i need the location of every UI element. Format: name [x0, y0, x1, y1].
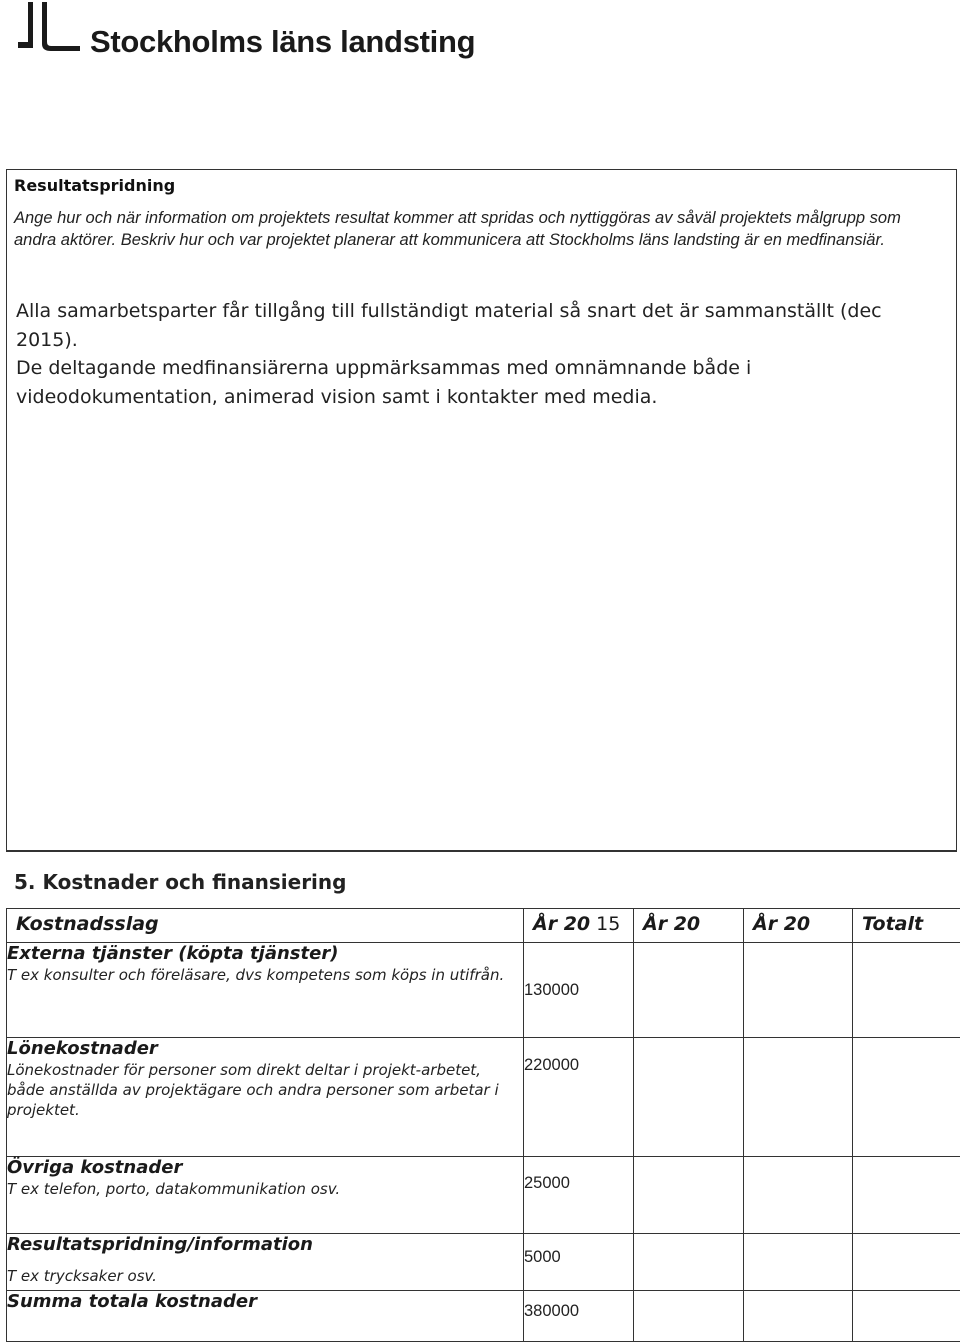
total-cell[interactable]: [853, 943, 960, 1038]
row-title: Lönekostnader: [7, 1038, 523, 1060]
year1-suffix: 15: [590, 913, 620, 935]
col-header-category: Kostnadsslag: [7, 909, 524, 943]
row-title: Övriga kostnader: [7, 1157, 523, 1179]
sum-year3-cell[interactable]: [744, 1291, 853, 1342]
year2-cell[interactable]: [634, 1234, 744, 1291]
table-row: [7, 1157, 960, 1234]
year1-cell[interactable]: 220000: [524, 1038, 634, 1157]
cost-table: [6, 908, 960, 1342]
year1-cell[interactable]: 25000: [524, 1157, 634, 1234]
answer-paragraph-2: De deltagande medfinansiärerna uppmärksammas med omnämnande både i videodokumentation, animerad vision samt i kontakter med media.: [16, 354, 946, 411]
col-header-year2: År 20: [634, 909, 744, 943]
table-row: [7, 1234, 960, 1291]
row-description: T ex konsulter och föreläsare, dvs kompetens som köps in utifrån.: [7, 965, 523, 985]
year2-cell[interactable]: [634, 1038, 744, 1157]
sum-year2-cell[interactable]: [634, 1291, 744, 1342]
col-header-year3: År 20: [744, 909, 853, 943]
sum-row: [7, 1291, 960, 1342]
sum-title: Summa totala kostnader: [7, 1291, 524, 1342]
row-category: [7, 1234, 524, 1291]
year3-cell[interactable]: [744, 1234, 853, 1291]
year1-cell[interactable]: 5000: [524, 1234, 634, 1291]
row-category: [7, 1157, 524, 1234]
row-title: Resultatspridning/information: [7, 1234, 523, 1256]
dissemination-box: [6, 169, 957, 852]
table-row: [7, 943, 960, 1038]
year2-cell[interactable]: [634, 943, 744, 1038]
year1-label: År 20: [533, 913, 590, 935]
dissemination-answer[interactable]: [16, 297, 946, 411]
year1-cell[interactable]: 130000: [524, 943, 634, 1038]
dissemination-title: Resultatspridning: [14, 176, 175, 195]
answer-paragraph-1: Alla samarbetsparter får tillgång till fullständigt material så snart det är sammanställt (dec 2015).: [16, 297, 946, 354]
total-cell[interactable]: [853, 1038, 960, 1157]
row-category: [7, 943, 524, 1038]
year3-cell[interactable]: [744, 943, 853, 1038]
row-description: T ex trycksaker osv.: [7, 1266, 523, 1286]
row-description: T ex telefon, porto, datakommunikation osv.: [7, 1179, 523, 1199]
sum-total-cell[interactable]: [853, 1291, 960, 1342]
year2-cell[interactable]: [634, 1157, 744, 1234]
col-header-total: Totalt: [853, 909, 960, 943]
org-logo: [18, 2, 488, 60]
row-title: Externa tjänster (köpta tjänster): [7, 943, 523, 965]
row-description: Lönekostnader för personer som direkt deltar i projekt-arbetet, både anställda av projektägare och andra personer som arbetar i projektet.: [7, 1060, 523, 1120]
org-name: Stockholms läns landsting: [90, 24, 475, 60]
total-cell[interactable]: [853, 1157, 960, 1234]
total-cell[interactable]: [853, 1234, 960, 1291]
dissemination-instruction: Ange hur och när information om projektets resultat kommer att spridas och nyttiggöras av såväl projektets målgrupp som andra aktörer. Beskriv hur och var projektet planerar att kommunicera att Stockholms läns landsting är en medfinansiär.: [14, 207, 944, 251]
costs-heading: 5. Kostnader och finansiering: [14, 870, 346, 894]
cost-table-header: [7, 909, 960, 943]
year3-cell[interactable]: [744, 1038, 853, 1157]
row-category: [7, 1038, 524, 1157]
sum-year1-cell[interactable]: 380000: [524, 1291, 634, 1342]
table-row: [7, 1038, 960, 1157]
sll-logo-mark-icon: [18, 2, 82, 54]
year3-cell[interactable]: [744, 1157, 853, 1234]
col-header-year1: [524, 909, 634, 943]
